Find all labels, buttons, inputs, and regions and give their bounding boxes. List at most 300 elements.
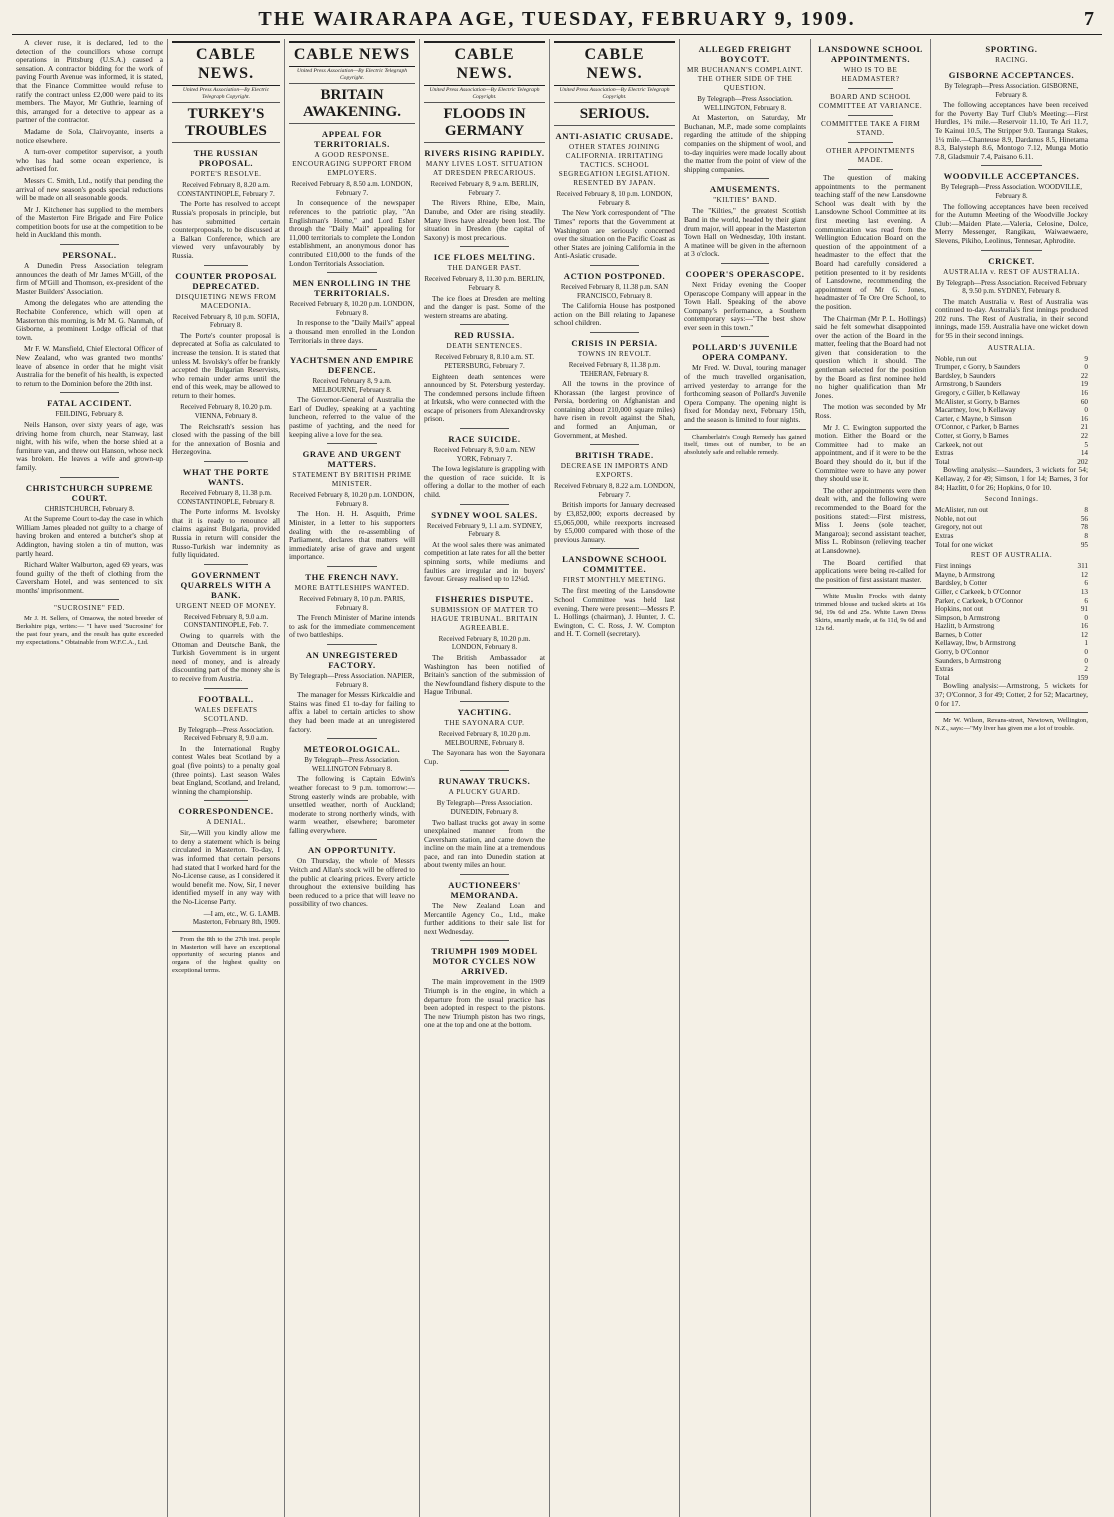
batsman-name: McAlister, run out bbox=[935, 506, 989, 515]
story-subheading: THE DANGER PAST. bbox=[447, 264, 522, 273]
divider bbox=[460, 428, 508, 429]
cable-news-heading: CABLE NEWS. bbox=[172, 41, 280, 86]
story-body: British imports for January decreased by £3,852,000; exports decreased by £5,065,000, while reexports increased by £5,000 compared with those of the previous January. bbox=[554, 500, 675, 544]
dateline: CHRISTCHURCH, February 8. bbox=[44, 504, 135, 513]
scorecard-row bbox=[935, 506, 1088, 515]
story bbox=[424, 252, 545, 320]
batsman-score: 8 bbox=[1084, 531, 1088, 540]
credit-line: United Press Association—By Electric Telegraph Copyright. bbox=[289, 68, 415, 84]
batsman-score: 22 bbox=[1080, 432, 1088, 440]
story bbox=[684, 44, 806, 174]
story-body: The French Minister of Marine intends to ask for the immediate commencement of two battleships. bbox=[289, 613, 415, 640]
scorecard-table bbox=[935, 562, 1088, 682]
headline: FLOODS IN GERMANY bbox=[424, 106, 545, 143]
column-1 bbox=[12, 39, 168, 1517]
batsman-name: Cotter, st Gorry, b Barnes bbox=[935, 432, 1009, 440]
scorecard-row bbox=[935, 363, 1088, 372]
divider bbox=[848, 115, 892, 116]
batsman-name: Saunders, b Armstrong bbox=[935, 656, 1002, 665]
batsman-score: 14 bbox=[1080, 449, 1088, 458]
scorecard-row bbox=[935, 639, 1088, 648]
story bbox=[554, 338, 675, 440]
story-heading: RED RUSSIA. bbox=[454, 330, 515, 341]
divider bbox=[460, 504, 508, 505]
batsman-name: Giller, c Carkeek, b O'Connor bbox=[935, 587, 1022, 596]
dateline: Received February 8, 10.20 p.m. VIENNA, February 8. bbox=[180, 403, 272, 421]
paragraph: A Dunedin Press Association telegram announces the death of Mr James M'Gill, of the firm of M'Gill and Thomson, ex-president of the Master Builders' Association. bbox=[16, 261, 163, 296]
dateline: Received February 8, 8.50 a.m. LONDON, February 7. bbox=[291, 180, 413, 197]
story-body: The following acceptances have been received for the Autumn Meeting of the Woodville Jockey Club:—Maiden Plate.—Valeria, Celosine, Dolce, Merry Messenger, Rangikau, Waiwaewaere, Slevens, Pikiho, Leolinus, Tennesar, Aphrodite. bbox=[935, 201, 1088, 245]
dateline: Received February 8, 9.0 a.m. NEW YORK, February 7. bbox=[433, 446, 536, 463]
section-heading: FATAL ACCIDENT. bbox=[47, 398, 132, 409]
scorecard-row bbox=[935, 665, 1088, 674]
divider bbox=[327, 644, 377, 645]
story-body: The first meeting of the Lansdowne School Committee was held last evening. There were present:—Messrs P. L. Hollings (chairman), J. Hunter, J. C. Ewington, C. C. Ross, J. W. Compton and H. T. Cornell (secretary). bbox=[554, 586, 675, 639]
story-body: The Governor-General of Australia the Earl of Dudley, speaking at a yachting luncheon, referred to the value of the pastime of yachting, and the need for keeping alive a love for the sea. bbox=[289, 395, 415, 439]
story-body: At Masterton, on Saturday, Mr Buchanan, M.P., made some complaints regarding the attitude of the shipping companies on the shipment of wool, and to-day inquiries were made locally about the matter from the point of view of the shipping companies. bbox=[684, 113, 806, 174]
story-heading: TRIUMPH 1909 MODEL MOTOR CYCLES NOW ARRIVED. bbox=[431, 946, 538, 977]
batsman-score: 6 bbox=[1084, 579, 1088, 588]
story-heading: RUNAWAY TRUCKS. bbox=[438, 776, 531, 787]
divider bbox=[848, 142, 892, 143]
story-body: The motion was seconded by Mr Ross. bbox=[815, 402, 926, 421]
scorecard-row bbox=[935, 398, 1088, 407]
story-heading: FISHERIES DISPUTE. bbox=[435, 593, 534, 604]
divider bbox=[204, 265, 247, 266]
batsman-score: 0 bbox=[1084, 648, 1088, 657]
story-subheading: TOWNS IN REVOLT. bbox=[577, 349, 652, 358]
divider bbox=[460, 940, 508, 941]
scorecard-row bbox=[935, 541, 1088, 550]
scorecard-row bbox=[935, 562, 1088, 571]
batsman-score: 9 bbox=[1084, 354, 1088, 363]
story-heading: MEN ENROLLING IN THE TERRITORIALS. bbox=[292, 278, 412, 299]
batsman-score: 13 bbox=[1080, 587, 1088, 596]
cable-news-heading: CABLE NEWS bbox=[289, 41, 415, 67]
story-heading: YACHTSMEN AND EMPIRE DEFENCE. bbox=[290, 355, 414, 376]
story-body: The Porte informs M. Isvolsky that it is ready to renounce all claims against Bulgaria, provided Russia in return will consider the Russo-Turkish war indemnity as fully liquidated. bbox=[172, 507, 280, 560]
story-subheading: STATEMENT BY BRITISH PRIME MINISTER. bbox=[292, 471, 412, 489]
paragraph: Mr J. Kitchener has supplied to the members of the Masterton Fire Brigade and Fire Police competition boots for use at the competition to be held in Auckland this month. bbox=[16, 204, 163, 240]
letter-signature: —I am, etc., W. G. LAMB. Masterton, February 8th, 1909. bbox=[192, 909, 280, 927]
batsman-name: McAlister, st Gorry, b Barnes bbox=[935, 397, 1020, 406]
story-subheading: WALES DEFEATS SCOTLAND. bbox=[194, 705, 258, 723]
story-body: The Chairman (Mr P. L. Hollings) said he felt somewhat disappointed over the action of the Board in the matter, feeling that the Board had not given that consideration to the question which it should. The gentleman selected for the position by the Board as first nominee held no higher qualification than Mr Jones. bbox=[815, 313, 926, 400]
story-subheading: COMMITTEE TAKE A FIRM STAND. bbox=[820, 120, 921, 137]
story bbox=[289, 845, 415, 909]
story bbox=[684, 269, 806, 333]
batsman-name: Noble, not out bbox=[935, 514, 977, 523]
divider bbox=[327, 566, 377, 567]
column-8 bbox=[931, 39, 1092, 1517]
divider bbox=[460, 874, 508, 875]
story bbox=[424, 434, 545, 500]
divider bbox=[172, 931, 280, 932]
batsman-name: Gregory, c Giller, b Kellaway bbox=[935, 389, 1021, 398]
story-heading: WOODVILLE ACCEPTANCES. bbox=[943, 171, 1080, 182]
story-body: The Iowa legislature is grappling with the question of race suicide. It is offering a dollar to the mother of each child. bbox=[424, 464, 545, 500]
batsman-name: Extras bbox=[935, 449, 954, 458]
divider bbox=[327, 272, 377, 273]
dateline: By Telegraph—Press Association. DUNEDIN, February 8. bbox=[436, 799, 533, 816]
batsman-score: 202 bbox=[1077, 457, 1088, 466]
story-subheading: WHO IS TO BE HEADMASTER? bbox=[841, 66, 900, 83]
divider bbox=[590, 444, 638, 445]
divider bbox=[460, 770, 508, 771]
batsman-score: 2 bbox=[1084, 665, 1088, 674]
paragraph: Madame de Sola, Clairvoyante, inserts a notice elsewhere. bbox=[16, 126, 163, 145]
batsman-name: Extras bbox=[935, 531, 954, 540]
batsman-name: Gregory, not out bbox=[935, 523, 983, 532]
batsman-score: 5 bbox=[1084, 440, 1088, 449]
batsman-score: 60 bbox=[1080, 397, 1088, 406]
story-subheading: MANY LIVES LOST. SITUATION AT DRESDEN PRECARIOUS. bbox=[425, 160, 544, 178]
story-body: The Porte has resolved to accept Russia's proposals in principle, but has submitted certain counterproposals, to be discussed at a Balkan Conference, which are viewed very unfavourably by Russia. bbox=[172, 199, 280, 260]
scorecard-row bbox=[935, 532, 1088, 541]
scorecard-row bbox=[935, 389, 1088, 398]
story-heading: AMUSEMENTS. bbox=[709, 184, 781, 195]
story-body: At the wool sales there was animated competition at late rates for all the better spinning sorts, while mediums and faulties are irregular and in buyers' favour. Greasy realised up to 12¼d. bbox=[424, 539, 545, 584]
scorecard-row bbox=[935, 406, 1088, 415]
story-body: The British Ambassador at Washington has been notified of Britain's sanction of the submission of the Newfoundland fishery dispute to the Hague Tribunal. bbox=[424, 652, 545, 697]
batsman-score: 91 bbox=[1080, 605, 1088, 614]
headline: SERIOUS. bbox=[554, 106, 675, 126]
batsman-name: Carkeek, not out bbox=[935, 440, 983, 449]
story-subheading: RACING. bbox=[995, 56, 1028, 64]
divider bbox=[204, 564, 247, 565]
story-subheading: OTHER STATES JOINING CALIFORNIA. IRRITATING TACTICS. SCHOOL SEGREGATION LEGISLATION. RESENTED BY JAPAN. bbox=[558, 143, 671, 188]
batsman-score: 19 bbox=[1080, 380, 1088, 389]
dateline: Received February 8, 9.0 a.m. CONSTANTINOPLE, Feb. 7. bbox=[183, 612, 269, 630]
paragraph: Neils Hanson, over sixty years of age, was driving home from church, near Stanway, last night, with his wife, when the horse shied at a furniture van, and threw out Hanson, whose neck was broken. He leaves a wife and grown-up family. bbox=[16, 419, 163, 472]
dateline: Received February 8, 9 a.m. MELBOURNE, February 8. bbox=[312, 377, 392, 394]
dateline: Received February 8, 11.38 p.m. SAN FRANCISCO, February 8. bbox=[560, 282, 669, 300]
credit-line: United Press Association—By Electric Telegraph Copyright. bbox=[424, 87, 545, 103]
batsman-name: Barnes, b Cotter bbox=[935, 630, 982, 639]
column-6 bbox=[680, 39, 811, 1517]
batsman-score: 8 bbox=[1084, 506, 1088, 515]
divider bbox=[60, 244, 119, 245]
batsman-name: Total bbox=[935, 457, 950, 466]
story-body: The main improvement in the 1909 Triumph is in the engine, in which a departure from the usual practice has been adopted in respect to the pistons. The new Triumph piston has two rings, one at the top and one at the bottom. bbox=[424, 977, 545, 1030]
scorecard-row bbox=[935, 579, 1088, 588]
story bbox=[289, 355, 415, 439]
divider bbox=[848, 169, 892, 170]
dateline: Received February 8, 10 p.m. LONDON, February 8. bbox=[556, 190, 673, 207]
story bbox=[424, 148, 545, 242]
batsman-score: 16 bbox=[1080, 622, 1088, 631]
story-body: The Hon. H. H. Asquith, Prime Minister, in a letter to his supporters dealing with the re-assembling of Parliament, declares that matters will immediately arise of grave and urgent importance. bbox=[289, 509, 415, 562]
paragraph: At the Supreme Court to-day the case in which William James pleaded not guilty to a charge of having broken and entered a butcher's shop at Addington, having stolen a tin of mutton, was partly heard. bbox=[16, 514, 163, 558]
story bbox=[424, 330, 545, 424]
paragraph: Mr F. W. Mansfield, Chief Electoral Officer of New Zealand, who was granted two months' leave of absence in order that he might visit Australia for the benefit of his health, is expected to return to the Dominion before the 20th inst. bbox=[16, 344, 163, 388]
divider bbox=[460, 701, 508, 702]
story-heading: LANSDOWNE SCHOOL COMMITTEE. bbox=[562, 554, 667, 575]
story-heading: SYDNEY WOOL SALES. bbox=[431, 509, 538, 520]
column-3 bbox=[285, 39, 420, 1517]
scorecard-heading: Second Innings. bbox=[984, 495, 1039, 504]
dateline: Received February 8, 10.20 p.m. MELBOURNE, February 8. bbox=[438, 729, 531, 747]
dateline: Received February 8, 10 p.m. SOFIA, February 8. bbox=[172, 312, 280, 330]
advert-text: Chamberlain's Cough Remedy has gained itself, times out of number, to be an absolutely safe and reliable remedy. bbox=[684, 433, 806, 457]
story-body: The Reichsrath's session has closed with the passing of the bill for the annexation of Bosnia and Herzegovina. bbox=[172, 421, 280, 457]
batsman-score: 0 bbox=[1084, 656, 1088, 665]
divider bbox=[204, 461, 247, 462]
batsman-name: O'Connor, c Parker, b Barnes bbox=[935, 423, 1019, 432]
scorecard-row bbox=[935, 523, 1088, 532]
masthead-title: THE WAIRARAPA AGE, TUESDAY, FEBRUARY 9, 1909. bbox=[258, 8, 856, 30]
batsman-score: 0 bbox=[1084, 406, 1088, 415]
story-body: Mr J. C. Ewington supported the motion. Either the Board or the Committee had to make an appointment, and if it were to be the Board they should do it, but if the Committee were to have any power they should use it. bbox=[815, 422, 926, 484]
story bbox=[554, 554, 675, 639]
dateline: FEILDING, February 8. bbox=[55, 410, 124, 419]
section-heading: FOOTBALL. bbox=[198, 693, 254, 704]
story-subheading: THE SAYONARA CUP. bbox=[444, 718, 525, 727]
batsman-score: 78 bbox=[1080, 523, 1088, 532]
batsman-name: Hazlitt, b Armstrong bbox=[935, 622, 995, 631]
story-body: The New Zealand Loan and Mercantile Agency Co., Ltd., make further additions to their sale list for next Wednesday. bbox=[424, 901, 545, 936]
story-subheading: MORE BATTLESHIPS WANTED. bbox=[294, 584, 410, 592]
divider bbox=[460, 588, 508, 589]
page-number: 7 bbox=[1084, 8, 1094, 30]
scorecard-row bbox=[935, 605, 1088, 614]
scorecard-row bbox=[935, 415, 1088, 424]
column-2 bbox=[168, 39, 285, 1517]
scorecard-row bbox=[935, 515, 1088, 524]
story-body: Eighteen death sentences were announced by St. Petersburg yesterday. The condemned persons include fifteen at Irkutsk, who were connected with the escape of prisoners from Alexandrovsky prison. bbox=[424, 371, 545, 424]
divider bbox=[60, 477, 119, 478]
story-heading: APPEAL FOR TERRITORIALS. bbox=[314, 129, 390, 150]
batsman-score: 56 bbox=[1080, 514, 1088, 523]
headline: TURKEY'S TROUBLES bbox=[172, 106, 280, 143]
scorecard-heading: AUSTRALIA. bbox=[987, 343, 1036, 352]
advert-text: Mr W. Wilson, Revans-street, Newtown, Wellington, N.Z., says:—"My liver has given me a lot of trouble. bbox=[935, 717, 1088, 733]
story bbox=[424, 510, 545, 584]
story-body: The question of making appointments to the permanent teaching staff of the new Lansdowne School was dealt with by the Lansdowne School Committee at its first meeting last evening. A communication was read from the Wellington Education Board on the question of the appointment of a headmaster to the effect that the Board had carefully considered a petition presented to it by residents of Lansdowne, recommending the appointment of Mr G. Jones, headmaster of Te Ore Ore School, to the position. bbox=[815, 173, 926, 311]
paragraph: Richard Walter Walburton, aged 69 years, was found guilty of the theft of clothing from the Caversham Hotel, and was sentenced to six months' imprisonment. bbox=[16, 560, 163, 595]
story bbox=[172, 403, 280, 457]
story-body: The "Kilties," the greatest Scottish Band in the world, headed by their giant drum major, will appear in the Masterton Town Hall on Wednesday, 10th instant. A matinee will be given in the afternoon at 3 o'clock. bbox=[684, 206, 806, 259]
scorecard-row bbox=[935, 631, 1088, 640]
story-heading: AN OPPORTUNITY. bbox=[307, 845, 397, 856]
cable-news-heading: CABLE NEWS. bbox=[424, 41, 545, 86]
scorecard-row bbox=[935, 423, 1088, 432]
dateline: By Telegraph—Press Association. WOODVILLE, February 8. bbox=[941, 183, 1082, 200]
story-subheading: SUBMISSION OF MATTER TO HAGUE TRIBUNAL. BRITAIN AGREEABLE. bbox=[430, 605, 539, 632]
story-body: The Sayonara has won the Sayonara Cup. bbox=[424, 748, 545, 766]
story-body: The following is Captain Edwin's weather forecast to 9 p.m. tomorrow:—Strong easterly winds are probable, with unsettled weather, north of Auckland; moderate to strong northerly winds, with warm weather, elsewhere; barometer falling everywhere. bbox=[289, 774, 415, 835]
bowling-analysis: Bowling analysis:—Armstrong, 5 wickets for 37; O'Connor, 3 for 49; Cotter, 2 for 52; Macartney, 0 for 17. bbox=[935, 681, 1088, 708]
story-body: The other appointments were then dealt with, and the following were recommended to the Board for the positions stated:—First mistress, Miss I. Jeens (sole teacher, Mangaroa); second assistant teacher, Miss L. Robinson (relieving teacher at Lansdowne). bbox=[815, 485, 926, 555]
story-heading: RIVERS RISING RAPIDLY. bbox=[424, 148, 545, 159]
scorecard-row bbox=[935, 571, 1088, 580]
scorecard-row bbox=[935, 648, 1088, 657]
batsman-name: Bardsley, b Saunders bbox=[935, 371, 996, 380]
scorecard-row bbox=[935, 449, 1088, 458]
scorecard-heading: REST OF AUSTRALIA. bbox=[970, 551, 1053, 560]
divider bbox=[204, 800, 247, 801]
dateline: By Telegraph—Press Association. NAPIER, February 8. bbox=[289, 671, 415, 689]
section-heading: PERSONAL. bbox=[62, 250, 117, 261]
story-heading: THE RUSSIAN PROPOSAL. bbox=[193, 148, 259, 169]
story bbox=[172, 271, 280, 401]
story-body: In response to the "Daily Mail's" appeal a thousand men enrolled in the London Territorials in three days. bbox=[289, 318, 415, 345]
story-heading: AN UNREGISTERED FACTORY. bbox=[305, 649, 399, 670]
credit-line: United Press Association—By Electric Telegraph Copyright. bbox=[554, 87, 675, 103]
story-heading: LANSDOWNE SCHOOL APPOINTMENTS. bbox=[818, 44, 923, 64]
scorecard-table bbox=[935, 506, 1088, 549]
divider bbox=[721, 263, 770, 264]
batsman-score: 12 bbox=[1080, 570, 1088, 579]
divider bbox=[721, 178, 770, 179]
batsman-score: 22 bbox=[1080, 371, 1088, 380]
story-subheading: A DENIAL. bbox=[206, 818, 246, 827]
story-heading: BRITISH TRADE. bbox=[575, 450, 654, 461]
divider bbox=[460, 324, 508, 325]
divider bbox=[981, 250, 1042, 251]
story-heading: ALLEGED FREIGHT BOYCOTT. bbox=[698, 44, 792, 64]
batsman-score: 0 bbox=[1084, 613, 1088, 622]
story-subheading: DISQUIETING NEWS FROM MACEDONIA. bbox=[175, 292, 277, 310]
scorecard-row bbox=[935, 597, 1088, 606]
story bbox=[172, 467, 280, 560]
dateline: Received February 8, 11.30 p.m. BERLIN, February 8. bbox=[424, 275, 545, 292]
scorecard-row bbox=[935, 432, 1088, 441]
story bbox=[424, 880, 545, 936]
story-body: The manager for Messrs Kirkcaldie and Stains was fined £1 to-day for failing to affix a label to certain articles to show they had been made at an unregistered factory. bbox=[289, 690, 415, 734]
dateline: Received February 8, 8.10 a.m. ST. PETERSBURG, February 7. bbox=[434, 353, 534, 370]
advert-text: From the 8th to the 27th inst. people in Masterton will have an exceptional opportunity of securing pianos and organs of the highest quality on exceptional terms. bbox=[172, 935, 280, 974]
story-body: The following acceptances have been received for the Poverty Bay Turf Club's Meeting:—First Hurdles, 1¾ mile.—Reservoir 11.10, Te Ari 11.7, Te Kainui 10.5, The Stripper 9.0. Tauranga Stakes, 1¼ mile.—Chanteuse 8.9, Dardanus 8.5, Hinetama 8.3, Balysteph 8.6, Montogo 7.12, Munga Motio 7.8, Gladsmuir 7.4, Paisano 6.11. bbox=[935, 100, 1088, 161]
divider bbox=[590, 265, 638, 266]
divider bbox=[327, 349, 377, 350]
batsman-name: Hopkins, not out bbox=[935, 605, 984, 614]
story bbox=[172, 148, 280, 260]
columns bbox=[12, 39, 1102, 1517]
divider bbox=[981, 165, 1042, 166]
story bbox=[289, 449, 415, 562]
story bbox=[554, 131, 675, 261]
dateline: Received February 9, 1.1 a.m. SYDNEY, February 8. bbox=[426, 521, 543, 539]
story-heading: RACE SUICIDE. bbox=[448, 434, 521, 445]
story-heading: COUNTER PROPOSAL DEPRECATED. bbox=[175, 270, 277, 291]
story-heading: ACTION POSTPONED. bbox=[563, 270, 666, 281]
story bbox=[424, 594, 545, 697]
batsman-score: 0 bbox=[1084, 363, 1088, 372]
divider bbox=[60, 392, 119, 393]
divider bbox=[60, 599, 119, 600]
story bbox=[424, 707, 545, 766]
story-subheading: OTHER APPOINTMENTS MADE. bbox=[825, 147, 916, 164]
dateline: Received February 8, 10.20 p.m. LONDON, February 8. bbox=[438, 634, 531, 652]
story bbox=[424, 776, 545, 870]
advert-text: White Muslin Frocks with dainty trimmed blouse and tucked skirts at 16s 9d, 19s 6d and 25s. White Lawn Dress Skirts, smartly made, at 6s 11d, 9s 6d and 12s 6d. bbox=[815, 593, 926, 632]
story-subheading: A PLUCKY GUARD. bbox=[448, 788, 521, 797]
dateline: Received February 8, 11.38 p.m. TEHERAN, February 8. bbox=[568, 360, 661, 378]
dateline: By Telegraph—Press Association. Received February 8, 9.0 a.m. bbox=[178, 725, 274, 743]
dateline: Received February 8, 11.38 p.m. CONSTANTINOPLE, February 8. bbox=[177, 489, 275, 506]
story-subheading: BOARD AND SCHOOL COMMITTEE AT VARIANCE. bbox=[818, 93, 923, 110]
dateline: Received February 8, 10.20 p.m. LONDON, February 8. bbox=[289, 300, 415, 317]
story-body: Two ballast trucks got away in some unexplained manner from the Caversham station, and came down the incline on the main line at a tremendous pace, and ran into Dunedin station at about twenty miles an hour. bbox=[424, 817, 545, 870]
batsman-name: Noble, run out bbox=[935, 354, 977, 363]
dateline: Received February 8, 10.20 p.m. LONDON, February 8. bbox=[289, 491, 415, 508]
divider bbox=[721, 336, 770, 337]
column-7 bbox=[811, 39, 931, 1517]
divider bbox=[684, 429, 806, 430]
cable-news-heading: CABLE NEWS. bbox=[554, 41, 675, 86]
batsman-name: First innings bbox=[935, 562, 972, 571]
batsman-score: 21 bbox=[1080, 423, 1088, 432]
story bbox=[289, 572, 415, 640]
story bbox=[289, 650, 415, 734]
dateline: Received February 8, 9 a.m. BERLIN, February 7. bbox=[430, 180, 539, 197]
story-body: The Board certified that applications were being re-called for the position of first assistant master. bbox=[815, 557, 926, 584]
scorecard-row bbox=[935, 441, 1088, 450]
story bbox=[172, 570, 280, 684]
story-heading: POLLARD'S JUVENILE OPERA COMPANY. bbox=[692, 342, 798, 363]
story-body: In consequence of the newspaper references to the patriotic play, "An Englishman's Home," and Lord Esher through the "Daily Mail" appealing for 11,000 territorials to complete the London establishment, an anonymous donor has contributed £10,000 to the funds of the London Territorials Association. bbox=[289, 198, 415, 268]
batsman-name: Armstrong, b Saunders bbox=[935, 380, 1002, 389]
story bbox=[289, 744, 415, 835]
column-5 bbox=[550, 39, 680, 1517]
story-subheading: FIRST MONTHLY MEETING. bbox=[562, 576, 667, 585]
batsman-score: 6 bbox=[1084, 596, 1088, 605]
story-heading: THE FRENCH NAVY. bbox=[305, 572, 399, 582]
story-heading: CRISIS IN PERSIA. bbox=[571, 337, 658, 348]
credit-line: United Press Association—By Electric Telegraph Copyright. bbox=[172, 87, 280, 103]
advert-heading: "SUCROSINE" FED. bbox=[54, 604, 125, 613]
story-subheading: PORTE'S RESOLVE. bbox=[190, 170, 262, 179]
scorecard-row bbox=[935, 380, 1088, 389]
story-body: The ice floes at Dresden are melting and the danger is past. Some of the western streams are abating. bbox=[424, 293, 545, 320]
batsman-name: Macartney, low, b Kellaway bbox=[935, 406, 1016, 415]
section-heading: CORRESPONDENCE. bbox=[178, 806, 274, 817]
story-heading: CRICKET. bbox=[988, 255, 1035, 266]
divider bbox=[935, 712, 1088, 713]
batsman-name: Mayne, b Armstrong bbox=[935, 570, 995, 579]
scorecard-table bbox=[935, 355, 1088, 467]
story bbox=[684, 342, 806, 424]
dateline: By Telegraph—Press Association. GISBORNE, February 8. bbox=[944, 82, 1079, 99]
story-heading: GOVERNMENT QUARRELS WITH A BANK. bbox=[180, 569, 272, 600]
story-body: The match Australia v. Rest of Australia was continued to-day. Australia's first innings produced 202 runs. The Rest of Australia, in their second innings, made 159. Australia have one wicket down for 95 in their second innings. bbox=[935, 296, 1088, 341]
headline: BRITAIN AWAKENING. bbox=[289, 87, 415, 124]
story-heading: METEOROLOGICAL. bbox=[303, 744, 401, 755]
story-body: The Rivers Rhine, Elbe, Main, Danube, and Oder are rising steadily. Many lives have already been lost. The situation in Dresden (the capital of Saxony) is most precarious. bbox=[424, 198, 545, 242]
story-subheading: DECREASE IN IMPORTS AND EXPORTS. bbox=[560, 462, 669, 480]
story-body: Mr Fred. W. Duval, touring manager of the much travelled organisation, arrived yesterday to arrange for the forthcoming season of Pollard's Juvenile Opera Company. The opening night is fixed for Monday next, February 15th, and the season is limited to four nights. bbox=[684, 363, 806, 425]
batsman-name: Parker, c Carkeek, b O'Connor bbox=[935, 596, 1024, 605]
story bbox=[554, 450, 675, 544]
divider bbox=[848, 88, 892, 89]
batsman-name: Extras bbox=[935, 665, 954, 674]
story-heading: YACHTING. bbox=[457, 706, 512, 717]
story bbox=[289, 278, 415, 345]
masthead bbox=[12, 8, 1102, 35]
batsman-name: Kellaway, lbw, b Armstrong bbox=[935, 639, 1016, 648]
story-body: Next Friday evening the Cooper Operascope Company will appear in the Town Hall. Speaking of the above Company's performance, a Southern contemporary says:—"The best show ever seen in this town." bbox=[684, 279, 806, 332]
dateline: By Telegraph—Press Association. WELLINGTON, February 8. bbox=[697, 95, 793, 112]
batsman-score: 311 bbox=[1077, 562, 1088, 571]
column-4 bbox=[420, 39, 550, 1517]
batsman-name: Total bbox=[935, 673, 950, 682]
story-subheading: URGENT NEED OF MONEY. bbox=[175, 601, 277, 610]
story-body: In the International Rugby contest Wales beat Scotland by a goal (five points) to a penalty goal (three points). Last season Wales beat England, Scotland, and Ireland, winning the championship. bbox=[172, 743, 280, 796]
batsman-score: 16 bbox=[1080, 389, 1088, 398]
batsman-score: 159 bbox=[1077, 673, 1088, 682]
batsman-name: Trumper, c Gorry, b Saunders bbox=[935, 363, 1021, 372]
